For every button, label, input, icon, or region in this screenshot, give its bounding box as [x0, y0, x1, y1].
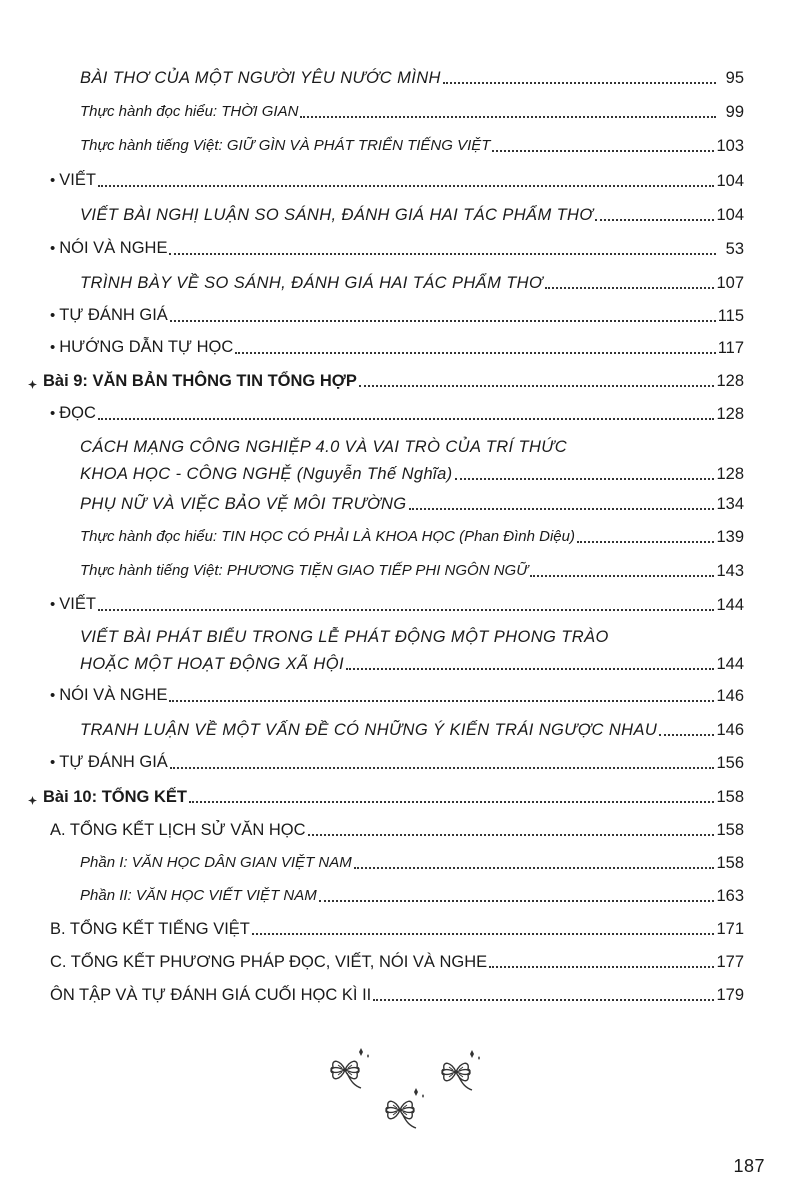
- toc-entry-title: • ĐỌC: [50, 403, 96, 424]
- toc-entry-page: 99: [725, 103, 744, 121]
- toc-entry-title: Thực hành tiếng Việt: GIỮ GÌN VÀ PHÁT TRIỂN TIẾNG VIỆT: [80, 137, 491, 154]
- toc-entry-title: ÔN TẬP VÀ TỰ ĐÁNH GIÁ CUỐI HỌC KÌ II: [50, 986, 372, 1004]
- toc-entry-page: 107: [716, 274, 744, 292]
- toc-entry-title: • HƯỚNG DẪN TỰ HỌC: [50, 337, 233, 358]
- toc-entry-page: 179: [716, 986, 744, 1004]
- toc-entry-title: HOẶC MỘT HOẠT ĐỘNG XÃ HỘI: [80, 655, 344, 673]
- toc-entry-page: 53: [725, 240, 744, 258]
- toc-entry-title: Thực hành đọc hiểu: TIN HỌC CÓ PHẢI LÀ KHOA HỌC (Phan Đình Diệu): [80, 528, 575, 545]
- toc-entry-page: 146: [716, 721, 744, 739]
- toc-entry-page: 156: [716, 754, 744, 772]
- toc-entry-title: • TỰ ĐÁNH GIÁ: [50, 752, 168, 773]
- toc-entry-page: 115: [717, 307, 744, 325]
- toc-entry-title-line: CÁCH MẠNG CÔNG NGHIỆP 4.0 VÀ VAI TRÒ CỦA TRÍ THỨC: [80, 438, 568, 456]
- toc-entry-page: 158: [716, 788, 744, 806]
- toc-entry-page: 144: [716, 655, 744, 673]
- toc-entry-page: 128: [716, 372, 744, 390]
- toc-entry-title: VIẾT BÀI NGHỊ LUẬN SO SÁNH, ĐÁNH GIÁ HAI TÁC PHẨM THƠ: [80, 206, 594, 224]
- four-leaf-clover-icon: [442, 1050, 480, 1090]
- toc-entry-page: 128: [716, 465, 744, 483]
- toc-entry-title: C. TỔNG KẾT PHƯƠNG PHÁP ĐỌC, VIẾT, NÓI VÀ NGHE: [50, 953, 488, 971]
- toc-entry-page: 104: [716, 206, 744, 224]
- toc-entry-page: 103: [716, 137, 744, 155]
- toc-entry-title: Phần I: VĂN HỌC DÂN GIAN VIỆT NAM: [80, 854, 352, 871]
- toc-entry-page: 163: [716, 887, 744, 905]
- toc-entry-page: 158: [716, 854, 744, 872]
- toc-entry-title: TRÌNH BÀY VỀ SO SÁNH, ĐÁNH GIÁ HAI TÁC PHẨM THƠ: [80, 274, 543, 292]
- toc-entry-page: 171: [716, 920, 744, 938]
- toc-entry-title: Thực hành tiếng Việt: PHƯƠNG TIỆN GIAO TIẾP PHI NGÔN NGỮ: [80, 562, 529, 579]
- toc-entry-page: 144: [716, 596, 744, 614]
- toc-entry-page: 177: [716, 953, 744, 971]
- toc-entry-title: BÀI THƠ CỦA MỘT NGƯỜI YÊU NƯỚC MÌNH: [80, 69, 441, 87]
- page-number: 187: [733, 1156, 765, 1176]
- toc-entry-title: • NÓI VÀ NGHE: [50, 238, 167, 259]
- toc-entry-page: 128: [716, 405, 744, 423]
- toc-entry-title: Phần II: VĂN HỌC VIẾT VIỆT NAM: [80, 887, 317, 904]
- toc-entry-title: Bài 9: VĂN BẢN THÔNG TIN TỔNG HỢP: [43, 372, 357, 390]
- toc-entry-title: • VIẾT: [50, 594, 96, 615]
- toc-entry-title: TRANH LUẬN VỀ MỘT VẤN ĐỀ CÓ NHỮNG Ý KIẾN TRÁI NGƯỢC NHAU: [80, 721, 658, 739]
- toc-entry-page: 139: [716, 528, 744, 546]
- toc-entry-page: 134: [716, 495, 744, 513]
- toc-entry-title: Thực hành đọc hiểu: THỜI GIAN: [80, 103, 299, 120]
- toc-entry-page: 117: [717, 339, 744, 357]
- toc-entry-title: B. TỔNG KẾT TIẾNG VIỆT: [50, 920, 250, 938]
- toc-entry-title-line: VIẾT BÀI PHÁT BIỂU TRONG LỄ PHÁT ĐỘNG MỘT PHONG TRÀO: [80, 628, 609, 646]
- toc-entry-page: 95: [725, 69, 744, 87]
- four-leaf-clover-icon: [331, 1048, 369, 1088]
- toc-entry-page: 158: [716, 821, 744, 839]
- four-leaf-clover-icon: [386, 1088, 424, 1128]
- toc-entry-title: PHỤ NỮ VÀ VIỆC BẢO VỆ MÔI TRƯỜNG: [80, 495, 407, 513]
- toc-entry-title: • VIẾT: [50, 170, 96, 191]
- toc-entry-page: 146: [716, 687, 744, 705]
- toc-entry-page: 104: [716, 172, 744, 190]
- toc-entry-title: • TỰ ĐÁNH GIÁ: [50, 305, 168, 326]
- toc-entry-title: • NÓI VÀ NGHE: [50, 685, 167, 706]
- toc-entry-title: KHOA HỌC - CÔNG NGHỆ (Nguyễn Thế Nghĩa): [80, 465, 453, 483]
- toc-entry-title: A. TỔNG KẾT LỊCH SỬ VĂN HỌC: [50, 821, 306, 839]
- toc-entry-page: 143: [716, 562, 744, 580]
- toc-entry-title: Bài 10: TỔNG KẾT: [43, 788, 187, 806]
